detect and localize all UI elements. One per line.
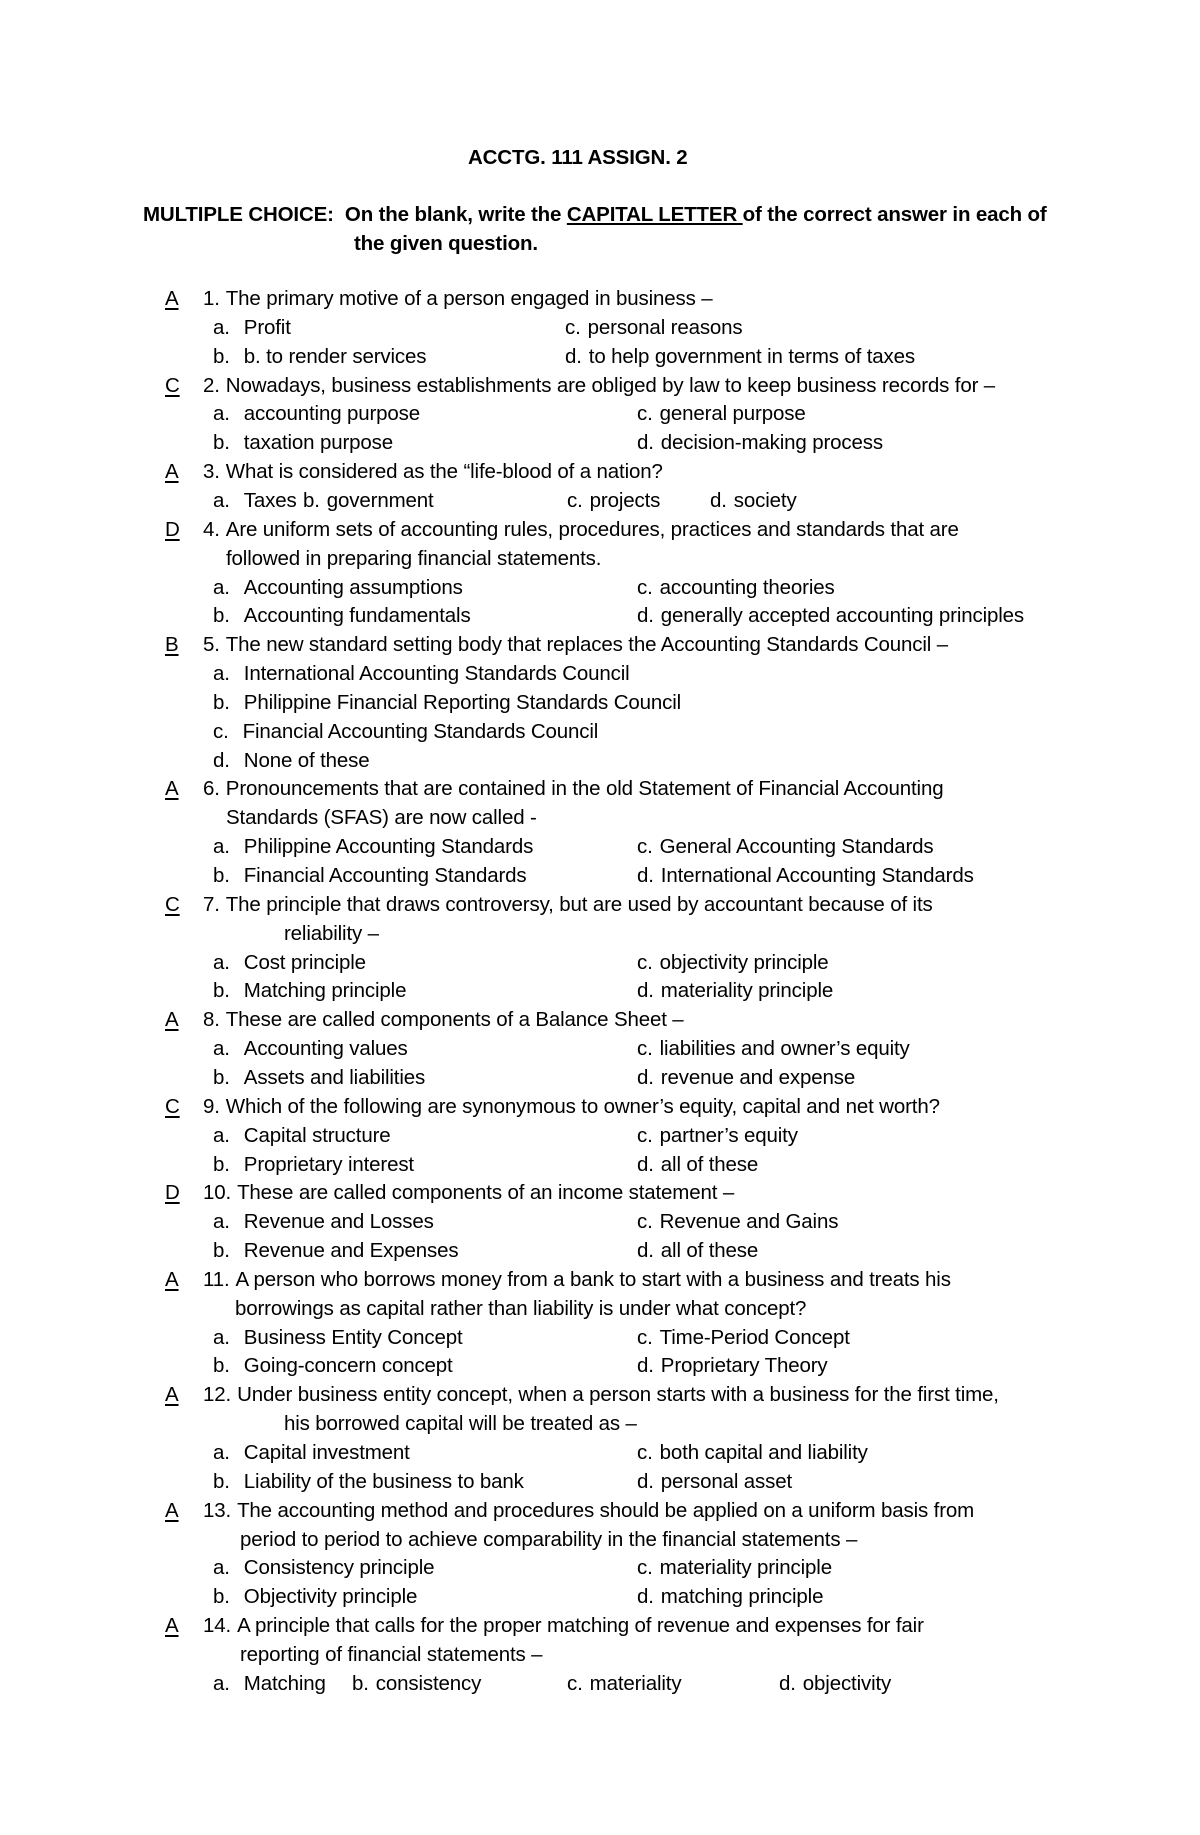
option-b	[213, 1354, 453, 1378]
option-c	[637, 1441, 868, 1465]
option-letter: c.	[637, 576, 653, 599]
option-letter: a.	[213, 402, 230, 425]
option-d	[637, 1239, 758, 1263]
option-letter: b.	[352, 1672, 369, 1695]
option-a	[213, 576, 463, 600]
option-text: revenue and expense	[660, 1066, 856, 1089]
question-number: 5.	[203, 633, 220, 656]
question-stem-line: The principle that draws controversy, but are used by accountant because of its	[225, 893, 933, 916]
answer-blank[interactable]	[141, 460, 201, 484]
option-text: personal asset	[660, 1470, 793, 1493]
answer-blank[interactable]	[141, 287, 201, 311]
option-letter: a.	[213, 835, 230, 858]
question-stem-line: Under business entity concept, when a person starts with a business for the first time,	[237, 1383, 999, 1406]
option-b	[213, 1066, 425, 1090]
answer-blank[interactable]	[141, 1499, 201, 1523]
question-stem-line: The accounting method and procedures should be applied on a uniform basis from	[237, 1499, 975, 1522]
option-text: general purpose	[659, 402, 806, 425]
answer-letter: B	[165, 633, 179, 656]
answer-blank[interactable]	[141, 893, 202, 917]
option-c	[637, 1210, 838, 1234]
instructions-text-after: of the correct answer in each of	[742, 203, 1047, 226]
question-number-and-stem	[203, 777, 943, 801]
option-text: Profit	[243, 316, 291, 339]
option-letter: d.	[637, 1470, 654, 1493]
question-number: 4.	[203, 518, 220, 541]
question-number-and-stem	[203, 287, 713, 311]
answer-blank[interactable]	[141, 374, 202, 398]
option-d	[637, 1470, 792, 1494]
option-text: Proprietary interest	[243, 1153, 414, 1176]
answer-blank[interactable]	[141, 1095, 202, 1119]
option-letter: a.	[213, 951, 230, 974]
option-text: both capital and liability	[659, 1441, 868, 1464]
option-c	[637, 402, 806, 426]
option-a	[213, 402, 420, 426]
question-stem-line: followed in preparing financial statements.	[226, 547, 602, 570]
option-text: Accounting assumptions	[243, 576, 463, 599]
option-text: accounting theories	[659, 576, 835, 599]
option-text: Philippine Accounting Standards	[243, 835, 534, 858]
option-letter: a.	[213, 576, 230, 599]
option-c	[637, 835, 934, 859]
option-letter: a.	[213, 489, 230, 512]
option-text: Assets and liabilities	[243, 1066, 426, 1089]
option-d	[637, 1153, 758, 1177]
answer-blank[interactable]	[141, 1268, 201, 1292]
option-letter: c.	[213, 720, 229, 743]
option-text: objectivity principle	[659, 951, 829, 974]
option-letter: b.	[213, 864, 230, 887]
question-stem-line: What is considered as the “life-blood of a nation?	[225, 460, 663, 483]
option-b	[213, 691, 681, 715]
question-stem-line: borrowings as capital rather than liability is under what concept?	[235, 1297, 807, 1320]
option-c	[637, 951, 829, 975]
question-number: 3.	[203, 460, 220, 483]
question-number: 1.	[203, 287, 220, 310]
option-letter: d.	[637, 1239, 654, 1262]
option-text: Capital investment	[243, 1441, 410, 1464]
question-stem-line: These are called components of an income statement –	[237, 1181, 735, 1204]
question-number-and-stem	[203, 893, 933, 917]
question-number-and-stem	[203, 1008, 684, 1032]
option-d	[565, 345, 915, 369]
option-text: society	[733, 489, 797, 512]
option-text: General Accounting Standards	[659, 835, 934, 858]
option-c	[637, 1556, 832, 1580]
option-b	[213, 979, 406, 1003]
option-letter: a.	[213, 1326, 230, 1349]
option-text: projects	[589, 489, 661, 512]
option-d	[637, 604, 1024, 628]
option-text: partner’s equity	[659, 1124, 798, 1147]
option-letter: c.	[637, 1441, 653, 1464]
option-text: generally accepted accounting principles	[660, 604, 1025, 627]
option-a	[213, 1672, 326, 1696]
option-c	[637, 1124, 798, 1148]
question-stem-line: reporting of financial statements –	[240, 1643, 543, 1666]
option-letter: c.	[637, 402, 653, 425]
question-number: 2.	[203, 374, 220, 397]
question-number-and-stem	[203, 633, 948, 657]
instructions-line-1	[143, 203, 1047, 227]
answer-letter: C	[165, 374, 180, 397]
option-letter: d.	[213, 749, 230, 772]
question-stem-line: Nowadays, business establishments are obliged by law to keep business records for –	[225, 374, 996, 397]
option-text: Objectivity principle	[243, 1585, 418, 1608]
option-letter: d.	[637, 1354, 654, 1377]
question-number-and-stem	[203, 460, 663, 484]
option-text: Financial Accounting Standards	[243, 864, 527, 887]
option-a	[213, 1556, 434, 1580]
question-number: 7.	[203, 893, 220, 916]
option-letter: c.	[637, 951, 653, 974]
option-a	[213, 835, 533, 859]
question-number: 14.	[203, 1614, 232, 1637]
answer-blank[interactable]	[141, 1383, 201, 1407]
question-number: 8.	[203, 1008, 220, 1031]
option-b	[303, 489, 434, 513]
option-letter: b.	[303, 489, 320, 512]
instructions-line-2: the given question.	[354, 232, 538, 255]
option-letter: b.	[213, 345, 230, 368]
option-d	[637, 979, 833, 1003]
answer-letter: D	[165, 518, 180, 541]
question-number-and-stem	[203, 374, 995, 398]
option-letter: d.	[779, 1672, 796, 1695]
option-letter: b.	[213, 1354, 230, 1377]
question-number-and-stem	[203, 518, 959, 542]
question-stem-line: The primary motive of a person engaged in business –	[225, 287, 713, 310]
option-c	[567, 489, 660, 513]
option-text: Cost principle	[243, 951, 366, 974]
instructions-text-before: On the blank, write the	[344, 203, 567, 226]
option-letter: a.	[213, 1037, 230, 1060]
option-letter: c.	[567, 1672, 583, 1695]
question-number-and-stem	[203, 1268, 951, 1292]
option-text: Revenue and Gains	[659, 1210, 839, 1233]
option-text: to help government in terms of taxes	[588, 345, 915, 368]
option-text: International Accounting Standards	[660, 864, 974, 887]
option-text: Business Entity Concept	[243, 1326, 463, 1349]
answer-letter: A	[165, 1268, 179, 1291]
question-stem-line: reliability –	[284, 922, 379, 945]
question-number-and-stem	[203, 1499, 974, 1523]
option-b	[213, 1470, 524, 1494]
option-text: Capital structure	[243, 1124, 391, 1147]
option-text: Revenue and Expenses	[243, 1239, 459, 1262]
option-letter: c.	[637, 835, 653, 858]
option-text: Time-Period Concept	[659, 1326, 850, 1349]
option-a	[213, 316, 291, 340]
option-text: objectivity	[802, 1672, 892, 1695]
question-stem-line: period to period to achieve comparability in the financial statements –	[240, 1528, 858, 1551]
option-letter: c.	[637, 1556, 653, 1579]
option-text: taxation purpose	[243, 431, 393, 454]
option-text: Going-concern concept	[243, 1354, 453, 1377]
question-number-and-stem	[203, 1383, 999, 1407]
option-text: materiality	[589, 1672, 682, 1695]
option-letter: a.	[213, 1556, 230, 1579]
option-letter: d.	[637, 1066, 654, 1089]
option-text: Financial Accounting Standards Council	[242, 720, 599, 743]
answer-letter: A	[165, 1614, 179, 1637]
answer-letter: A	[165, 777, 179, 800]
option-d	[637, 864, 974, 888]
option-c	[637, 1037, 910, 1061]
option-b	[213, 1153, 414, 1177]
option-d	[637, 1066, 855, 1090]
option-a	[213, 662, 630, 686]
answer-letter: C	[165, 1095, 180, 1118]
option-d	[637, 1585, 823, 1609]
answer-blank[interactable]	[141, 1008, 201, 1032]
option-text: materiality principle	[660, 979, 834, 1002]
option-a	[213, 951, 366, 975]
option-a	[213, 1441, 410, 1465]
option-b	[213, 604, 471, 628]
question-number: 6.	[203, 777, 220, 800]
option-b	[213, 345, 426, 369]
question-number: 13.	[203, 1499, 232, 1522]
option-b	[213, 1585, 417, 1609]
answer-letter: A	[165, 1499, 179, 1522]
answer-letter: A	[165, 460, 179, 483]
option-letter: b.	[213, 431, 230, 454]
option-letter: b.	[213, 1239, 230, 1262]
answer-blank[interactable]	[141, 1181, 202, 1205]
option-text: Proprietary Theory	[660, 1354, 828, 1377]
option-letter: a.	[213, 662, 230, 685]
answer-letter: A	[165, 1383, 179, 1406]
answer-blank[interactable]	[141, 1614, 201, 1638]
option-text: liabilities and owner’s equity	[659, 1037, 910, 1060]
option-letter: d.	[637, 979, 654, 1002]
option-d	[710, 489, 797, 513]
instructions-emphasis: CAPITAL LETTER	[566, 203, 743, 226]
answer-blank[interactable]	[141, 633, 201, 657]
option-d	[779, 1672, 891, 1696]
option-text: Revenue and Losses	[243, 1210, 434, 1233]
option-text: matching principle	[660, 1585, 824, 1608]
option-c	[213, 720, 598, 744]
question-stem-line: The new standard setting body that replaces the Accounting Standards Council –	[225, 633, 949, 656]
option-letter: b.	[213, 691, 230, 714]
answer-letter: C	[165, 893, 180, 916]
option-a	[213, 489, 297, 513]
question-number-and-stem	[203, 1095, 940, 1119]
option-letter: d.	[710, 489, 727, 512]
question-stem-line: his borrowed capital will be treated as –	[284, 1412, 637, 1435]
option-letter: d.	[637, 431, 654, 454]
option-letter: d.	[565, 345, 582, 368]
option-text: Accounting fundamentals	[243, 604, 471, 627]
option-c	[565, 316, 743, 340]
option-text: None of these	[243, 749, 370, 772]
option-text: Liability of the business to bank	[243, 1470, 524, 1493]
question-stem-line: Are uniform sets of accounting rules, procedures, practices and standards that are	[225, 518, 959, 541]
question-number: 11.	[203, 1268, 230, 1291]
answer-blank[interactable]	[141, 777, 201, 801]
question-number-and-stem	[203, 1181, 734, 1205]
page-title: ACCTG. 111 ASSIGN. 2	[468, 146, 688, 169]
option-letter: c.	[637, 1037, 653, 1060]
question-number-and-stem	[203, 1614, 924, 1638]
option-d	[637, 431, 883, 455]
answer-letter: A	[165, 1008, 179, 1031]
question-number: 10.	[203, 1181, 232, 1204]
option-a	[213, 1210, 434, 1234]
option-text: all of these	[660, 1153, 759, 1176]
option-text: decision-making process	[660, 431, 883, 454]
option-letter: a.	[213, 1124, 230, 1147]
option-b	[213, 864, 526, 888]
option-c	[637, 1326, 850, 1350]
option-letter: b.	[213, 604, 230, 627]
option-letter: a.	[213, 1210, 230, 1233]
option-letter: c.	[637, 1326, 653, 1349]
option-letter: c.	[565, 316, 581, 339]
question-number: 12.	[203, 1383, 232, 1406]
option-a	[213, 1037, 408, 1061]
option-text: Matching	[243, 1672, 326, 1695]
option-c	[637, 576, 835, 600]
option-b	[213, 1239, 458, 1263]
option-d	[213, 749, 370, 773]
option-letter: b.	[213, 979, 230, 1002]
option-letter: d.	[637, 864, 654, 887]
option-letter: a.	[213, 1441, 230, 1464]
option-letter: b.	[213, 1066, 230, 1089]
option-text: all of these	[660, 1239, 759, 1262]
option-letter: b.	[213, 1585, 230, 1608]
question-stem-line: These are called components of a Balance Sheet –	[225, 1008, 684, 1031]
option-letter: b.	[213, 1153, 230, 1176]
option-letter: c.	[637, 1210, 653, 1233]
option-text: personal reasons	[587, 316, 743, 339]
option-a	[213, 1124, 391, 1148]
option-letter: b.	[213, 1470, 230, 1493]
option-text: materiality principle	[659, 1556, 832, 1579]
option-b	[352, 1672, 481, 1696]
option-text: Taxes	[243, 489, 297, 512]
option-letter: a.	[213, 1672, 230, 1695]
option-c	[567, 1672, 681, 1696]
question-stem-line: Which of the following are synonymous to owner’s equity, capital and net worth?	[225, 1095, 940, 1118]
option-letter: d.	[637, 1585, 654, 1608]
option-text: Philippine Financial Reporting Standards Council	[243, 691, 682, 714]
option-letter: a.	[213, 316, 230, 339]
option-d	[637, 1354, 827, 1378]
question-stem-line: Standards (SFAS) are now called -	[226, 806, 537, 829]
answer-letter: D	[165, 1181, 180, 1204]
option-b	[213, 431, 393, 455]
question-stem-line: Pronouncements that are contained in the old Statement of Financial Accounting	[225, 777, 944, 800]
option-text: accounting purpose	[243, 402, 421, 425]
instructions-label: MULTIPLE CHOICE:	[143, 203, 334, 226]
option-text: b. to render services	[243, 345, 427, 368]
option-text: Accounting values	[243, 1037, 408, 1060]
answer-letter: A	[165, 287, 179, 310]
option-text: Consistency principle	[243, 1556, 435, 1579]
option-a	[213, 1326, 463, 1350]
answer-blank[interactable]	[141, 518, 202, 542]
question-stem-line: A principle that calls for the proper matching of revenue and expenses for fair	[237, 1614, 924, 1637]
question-number: 9.	[203, 1095, 220, 1118]
option-letter: c.	[637, 1124, 653, 1147]
question-stem-line: A person who borrows money from a bank to start with a business and treats his	[235, 1268, 951, 1291]
option-text: consistency	[375, 1672, 482, 1695]
option-text: government	[326, 489, 434, 512]
option-letter: c.	[567, 489, 583, 512]
option-letter: d.	[637, 604, 654, 627]
option-letter: d.	[637, 1153, 654, 1176]
option-text: Matching principle	[243, 979, 407, 1002]
option-text: International Accounting Standards Council	[243, 662, 630, 685]
